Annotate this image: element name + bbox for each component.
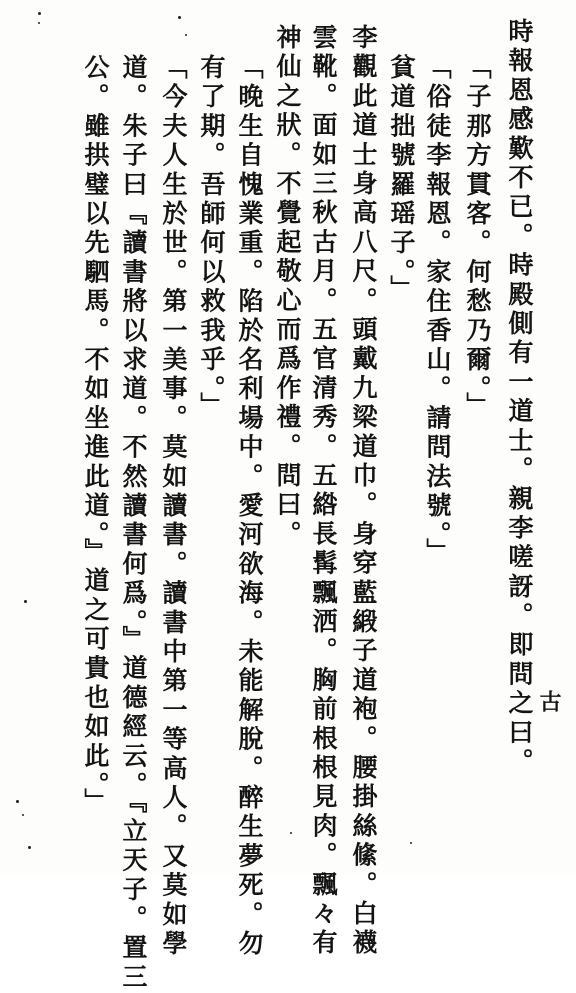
text-column-11: 道。朱子曰『讀書將以求道。不然讀書何爲。』道德經云。『立天子。置三 — [119, 54, 148, 993]
text-column-2: 「子那方貫客。何愁乃爾。」 — [463, 54, 492, 422]
scan-speck — [178, 16, 181, 19]
text-column-1: 時報恩感歎不已。時殿側有一道士。親李嗟訝。即問之曰。 — [505, 18, 534, 778]
text-column-7: 神仙之狀。不覺起敬心而爲作禮。問曰。 — [273, 24, 302, 550]
scan-speck — [38, 12, 41, 15]
scan-speck — [16, 800, 19, 803]
scan-speck — [290, 832, 292, 834]
text-column-3: 「俗徒李報恩。家住香山。請問法號。」 — [423, 54, 452, 568]
scan-speck — [410, 842, 412, 844]
scan-speck — [24, 600, 27, 603]
text-column-6: 雲靴。面如三秋古月。五官清秀。五綹長髯飄洒。胸前根根見肉。飄々有 — [309, 24, 338, 959]
text-column-4: 貧道拙號羅瑶子。」 — [387, 54, 416, 305]
text-column-10: 「今夫人生於世。第一美事。莫如讀書。讀書中第一等高人。又莫如學 — [159, 54, 188, 960]
scan-speck — [38, 22, 40, 24]
scan-speck — [28, 846, 31, 849]
page-number: 古 — [536, 690, 562, 712]
text-column-5: 李觀此道士身高八尺。頭戴九梁道巾。身穿藍緞子道袍。腰掛絲絛。白襪 — [349, 24, 378, 959]
scan-speck — [22, 814, 24, 816]
text-column-12: 公。雖拱璧以先駟馬。不如坐進此道。』道之可貴也如此。」 — [81, 54, 110, 818]
text-column-9: 有了期。吾師何以救我乎。」 — [197, 54, 226, 422]
text-column-8: 「晚生自愧業重。陷於名利場中。愛河欲海。未能解脫。醉生夢死。勿 — [235, 54, 264, 960]
scan-speck — [185, 34, 187, 36]
